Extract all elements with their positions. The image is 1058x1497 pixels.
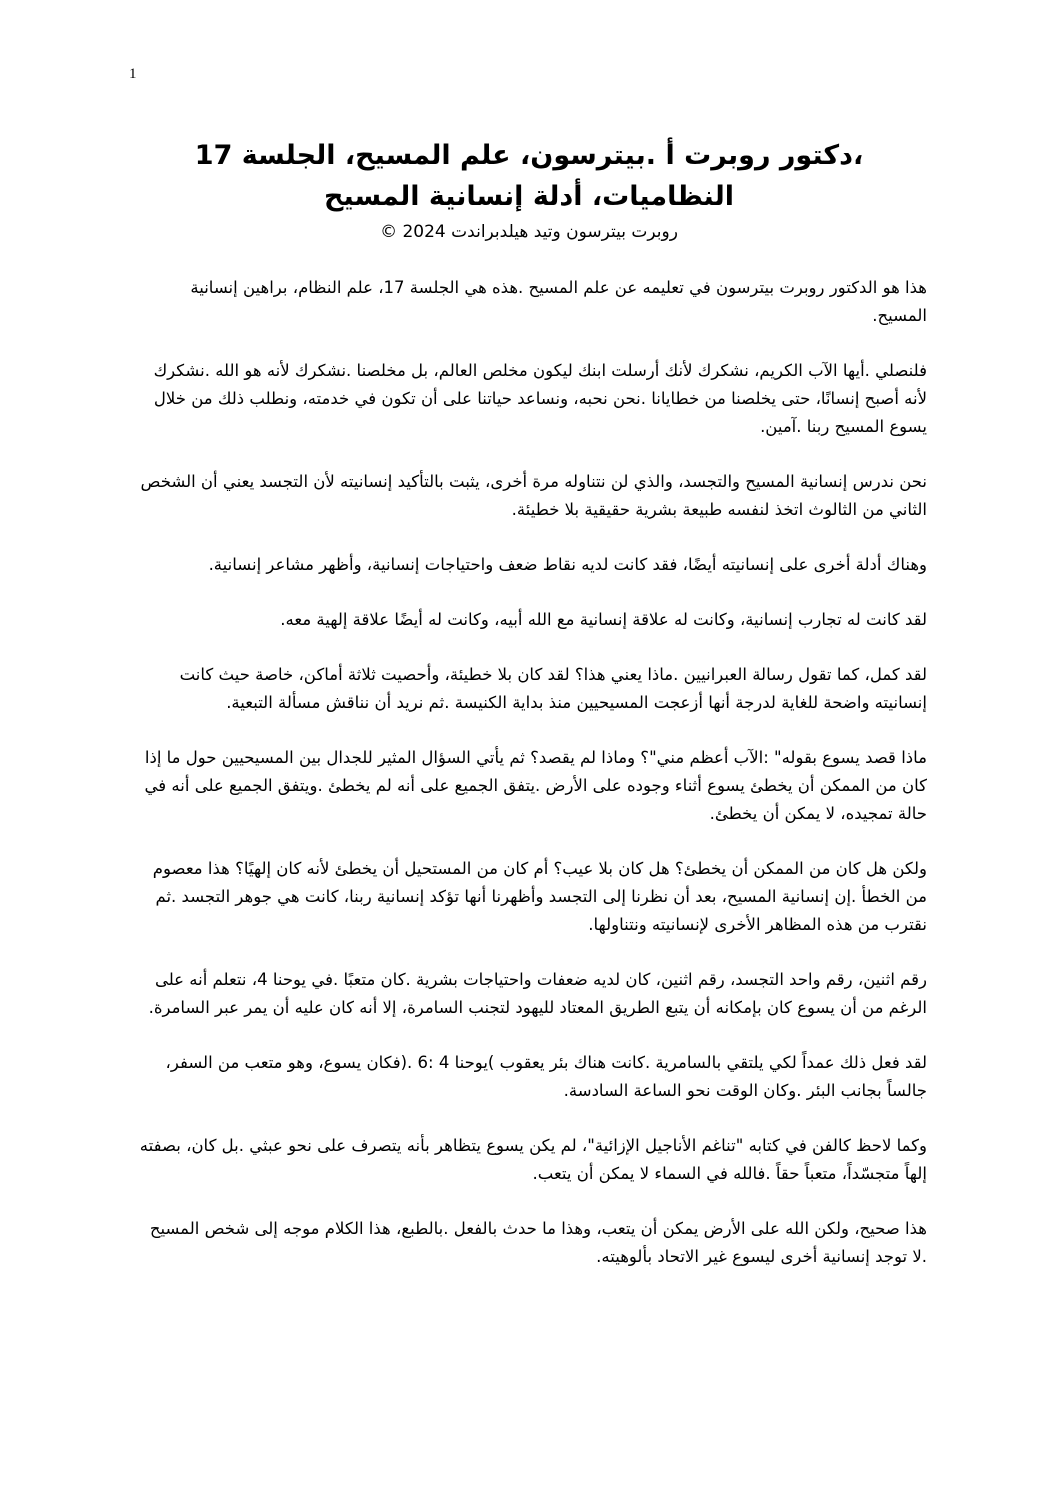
paragraph-samaria: لقد فعل ذلك عمداً لكي يلتقي بالسامرية .كانت هناك بئر يعقوب )يوحنا 4 :6 .(فكان يسوع، وهو متعب من السفر، جالساً بجانب البئر .وكان الوقت نحو الساعة السادسة.	[165, 1053, 927, 1100]
paragraph-father-greater: ماذا قصد يسوع بقوله" :الآب أعظم مني"؟ وماذا لم يقصد؟ ثم يأتي السؤال المثير للجدال بين المسيحيين حول ما إذا كان من الممكن أن يخطئ يسوع أثناء وجوده على الأرض .يتفق الجميع على أنه لم يخطئ .ويتفق الجميع على أنه في حالة تمجيده، لا يمكن أن يخطئ.	[144, 748, 927, 823]
document-header	[150, 135, 908, 245]
copyright-line: روبرت بيترسون وتيد هيلدبراندت 2024 ©	[380, 222, 678, 242]
paragraph-incarnation: نحن ندرس إنسانية المسيح والتجسد، والذي لن نتناوله مرة أخرى، يثبت بالتأكيد إنسانيته لأن التجسد يعني أن الشخص الثاني من الثالوث اتخذ لنفسه طبيعة بشرية حقيقية بلا خطيئة.	[140, 472, 927, 519]
paragraph-prayer: فلنصلي .أيها الآب الكريم، نشكرك لأنك أرسلت ابنك ليكون مخلص العالم، بل مخلصنا .نشكرك لأنه هو الله .نشكرك لأنه أصبح إنسانًا، حتى يخلصنا من خطايانا .نحن نحبه، ونساعد حياتنا على أن تكون في خدمته، ونطلب ذلك من خلال يسوع المسيح ربنا .آمين.	[153, 361, 927, 436]
title-line-2: النظاميات، أدلة إنسانية المسيح	[324, 181, 734, 212]
paragraph-weaknesses: رقم اثنين، رقم واحد التجسد، رقم اثنين، كان لديه ضعفات واحتياجات بشرية .كان متعبًا .في يوحنا 4، نتعلم أنه على الرغم من أن يسوع كان بإمكانه أن يتبع الطريق المعتاد لليهود لتجنب السامرة، إلا أنه كان عليه أن يمر عبر السامرة.	[148, 970, 927, 1017]
paragraph-perfected: لقد كمل، كما تقول رسالة العبرانيين .ماذا يعني هذا؟ لقد كان بلا خطيئة، وأحصيت ثلاثة أماكن، خاصة حيث كانت إنسانيته واضحة للغاية لدرجة أنها أزعجت المسيحيين منذ بداية الكنيسة .ثم نريد أن نناقش مسألة التبعية.	[179, 665, 927, 712]
document-body	[132, 274, 927, 1298]
document-title	[150, 135, 908, 217]
page-number: 1	[129, 66, 137, 82]
paragraph-experiences: لقد كانت له تجارب إنسانية، وكانت له علاقة إنسانية مع الله أبيه، وكانت له أيضًا علاقة إلهية معه.	[280, 610, 927, 629]
paragraph-intro: هذا هو الدكتور روبرت بيترسون في تعليمه عن علم المسيح .هذه هي الجلسة 17، علم النظام، براهين إنسانية المسيح.	[190, 278, 927, 325]
paragraph-god-on-earth: هذا صحيح، ولكن الله على الأرض يمكن أن يتعب، وهذا ما حدث بالفعل .بالطبع، هذا الكلام موجه إلى شخص المسيح .لا توجد إنسانية أخرى ليسوع غير الاتحاد بألوهيته.	[149, 1219, 927, 1266]
paragraph-could-sin: ولكن هل كان من الممكن أن يخطئ؟ هل كان بلا عيب؟ أم كان من المستحيل أن يخطئ لأنه كان إلهيًا؟ هذا معصوم من الخطأ .إن إنسانية المسيح، بعد أن نظرنا إلى التجسد وأظهرنا أنها تؤكد إنسانية ربنا، كانت هي جوهر التجسد .ثم نقترب من هذه المظاهر الأخرى لإنسانيته ونتناولها.	[152, 859, 927, 934]
paragraph-other-evidence: وهناك أدلة أخرى على إنسانيته أيضًا، فقد كانت لديه نقاط ضعف واحتياجات إنسانية، وأظهر مشاعر إنسانية.	[208, 555, 927, 574]
title-line-1: ،دكتور روبرت أ .بيترسون، علم المسيح، الجلسة 17	[194, 140, 864, 171]
paragraph-calvin: وكما لاحظ كالفن في كتابه "تناغم الأناجيل الإزائية"، لم يكن يسوع يتظاهر بأنه يتصرف على نحو عبثي .بل كان، بصفته إلهاً متجسّداً، متعباً حقاً .فالله في السماء لا يمكن أن يتعب.	[139, 1136, 927, 1183]
